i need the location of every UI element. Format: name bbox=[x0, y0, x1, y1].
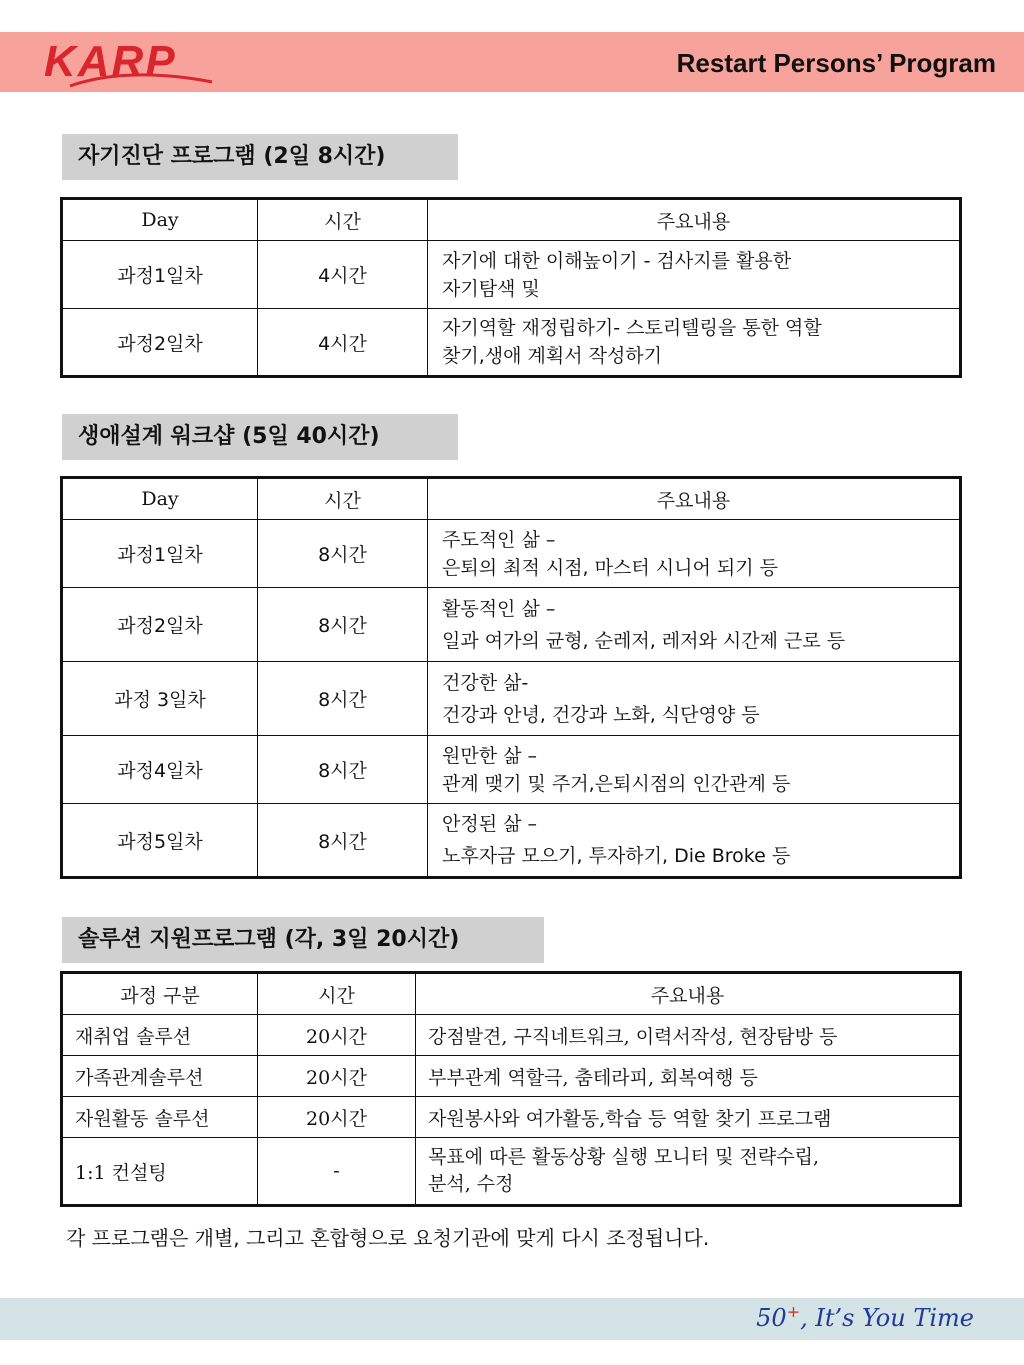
table-self-diagnosis bbox=[60, 197, 962, 378]
row-day: 과정4일차 bbox=[62, 736, 258, 804]
table-header-row bbox=[62, 478, 961, 520]
row-time: 8시간 bbox=[258, 804, 428, 878]
section-title-life-design: 생애설계 워크샵 (5일 40시간) bbox=[62, 414, 458, 460]
row-content bbox=[428, 588, 961, 662]
column-header-day: Day bbox=[62, 478, 258, 520]
row-time: 8시간 bbox=[258, 520, 428, 588]
row-time: 20시간 bbox=[258, 1015, 416, 1056]
footer-slogan-text: , It’s You Time bbox=[800, 1304, 974, 1332]
row-content bbox=[428, 736, 961, 804]
row-content: 자원봉사와 여가활동,학습 등 역할 찾기 프로그램 bbox=[416, 1097, 961, 1138]
row-content bbox=[428, 241, 961, 309]
content-line: 일과 여가의 균형, 순레저, 레저와 시간제 근로 등 bbox=[442, 629, 846, 652]
logo-text: KARP bbox=[44, 37, 177, 86]
row-time: 8시간 bbox=[258, 736, 428, 804]
content-line: 건강한 삶- bbox=[442, 671, 529, 694]
table-row bbox=[62, 241, 961, 309]
row-content bbox=[428, 309, 961, 377]
content-line: 건강과 안녕, 건강과 노화, 식단영양 등 bbox=[442, 703, 760, 726]
program-note: 각 프로그램은 개별, 그리고 혼합형으로 요청기관에 맞게 다시 조정됩니다. bbox=[66, 1226, 710, 1250]
section-title-self-diagnosis: 자기진단 프로그램 (2일 8시간) bbox=[62, 134, 458, 180]
row-course: 1:1 컨설팅 bbox=[62, 1138, 258, 1206]
footer-number: 50 bbox=[756, 1304, 787, 1332]
table-life-design bbox=[60, 476, 962, 879]
content-line: 노후자금 모으기, 투자하기, Die Broke 등 bbox=[442, 845, 791, 867]
row-day: 과정1일차 bbox=[62, 520, 258, 588]
column-header-time: 시간 bbox=[258, 478, 428, 520]
table-row bbox=[62, 1138, 961, 1206]
column-header-course: 과정 구분 bbox=[62, 973, 258, 1015]
row-course: 가족관계솔루션 bbox=[62, 1056, 258, 1097]
column-header-time: 시간 bbox=[258, 973, 416, 1015]
content-line: 주도적인 삶 – bbox=[442, 528, 556, 551]
row-day: 과정2일차 bbox=[62, 588, 258, 662]
table-row bbox=[62, 804, 961, 878]
row-day: 과정1일차 bbox=[62, 241, 258, 309]
content-line: 활동적인 삶 – bbox=[442, 597, 556, 620]
table-row bbox=[62, 588, 961, 662]
table-solution-support bbox=[60, 971, 962, 1207]
table-header-row bbox=[62, 973, 961, 1015]
row-content: 부부관계 역할극, 춤테라피, 회복여행 등 bbox=[416, 1056, 961, 1097]
row-time: 8시간 bbox=[258, 662, 428, 736]
row-content bbox=[428, 804, 961, 878]
row-day: 과정 3일차 bbox=[62, 662, 258, 736]
content-line: 자기에 대한 이해높이기 - 검사지를 활용한 bbox=[442, 249, 792, 272]
row-content bbox=[428, 520, 961, 588]
row-time: 4시간 bbox=[258, 241, 428, 309]
column-header-day: Day bbox=[62, 199, 258, 241]
row-content: 강점발견, 구직네트워크, 이력서작성, 현장탐방 등 bbox=[416, 1015, 961, 1056]
content-line: 관계 맺기 및 주거,은퇴시점의 인간관계 등 bbox=[442, 772, 791, 795]
table-row bbox=[62, 1097, 961, 1138]
row-time: 20시간 bbox=[258, 1056, 416, 1097]
plus-icon: + bbox=[786, 1302, 801, 1321]
content-line: 찾기,생애 계획서 작성하기 bbox=[442, 345, 663, 367]
content-line: 목표에 따른 활동상황 실행 모니터 및 전략수립, bbox=[428, 1146, 820, 1168]
content-line: 은퇴의 최적 시점, 마스터 시니어 되기 등 bbox=[442, 556, 778, 579]
column-header-content: 주요내용 bbox=[428, 478, 961, 520]
column-header-content: 주요내용 bbox=[428, 199, 961, 241]
row-time: - bbox=[258, 1138, 416, 1206]
table-row bbox=[62, 309, 961, 377]
section-title-solution-support: 솔루션 지원프로그램 (각, 3일 20시간) bbox=[62, 917, 544, 963]
row-day: 과정2일차 bbox=[62, 309, 258, 377]
karp-logo bbox=[40, 36, 220, 92]
row-time: 20시간 bbox=[258, 1097, 416, 1138]
table-row bbox=[62, 736, 961, 804]
column-header-content: 주요내용 bbox=[416, 973, 961, 1015]
table-row bbox=[62, 520, 961, 588]
row-time: 4시간 bbox=[258, 309, 428, 377]
row-time: 8시간 bbox=[258, 588, 428, 662]
row-day: 과정5일차 bbox=[62, 804, 258, 878]
row-course: 자원활동 솔루션 bbox=[62, 1097, 258, 1138]
content-line: 원만한 삶 – bbox=[442, 744, 537, 767]
table-row bbox=[62, 1015, 961, 1056]
content-line: 자기역할 재정립하기- 스토리텔링을 통한 역할 bbox=[442, 317, 822, 339]
page-header-title: Restart Persons’ Program bbox=[676, 48, 996, 78]
table-header-row bbox=[62, 199, 961, 241]
row-content bbox=[428, 662, 961, 736]
row-content bbox=[416, 1138, 961, 1206]
table-row bbox=[62, 662, 961, 736]
row-course: 재취업 솔루션 bbox=[62, 1015, 258, 1056]
content-line: 분석, 수정 bbox=[428, 1173, 514, 1195]
footer-slogan bbox=[756, 1302, 974, 1332]
table-row bbox=[62, 1056, 961, 1097]
content-line: 자기탐색 및 bbox=[442, 277, 540, 300]
column-header-time: 시간 bbox=[258, 199, 428, 241]
content-line: 안정된 삶 – bbox=[442, 813, 537, 835]
